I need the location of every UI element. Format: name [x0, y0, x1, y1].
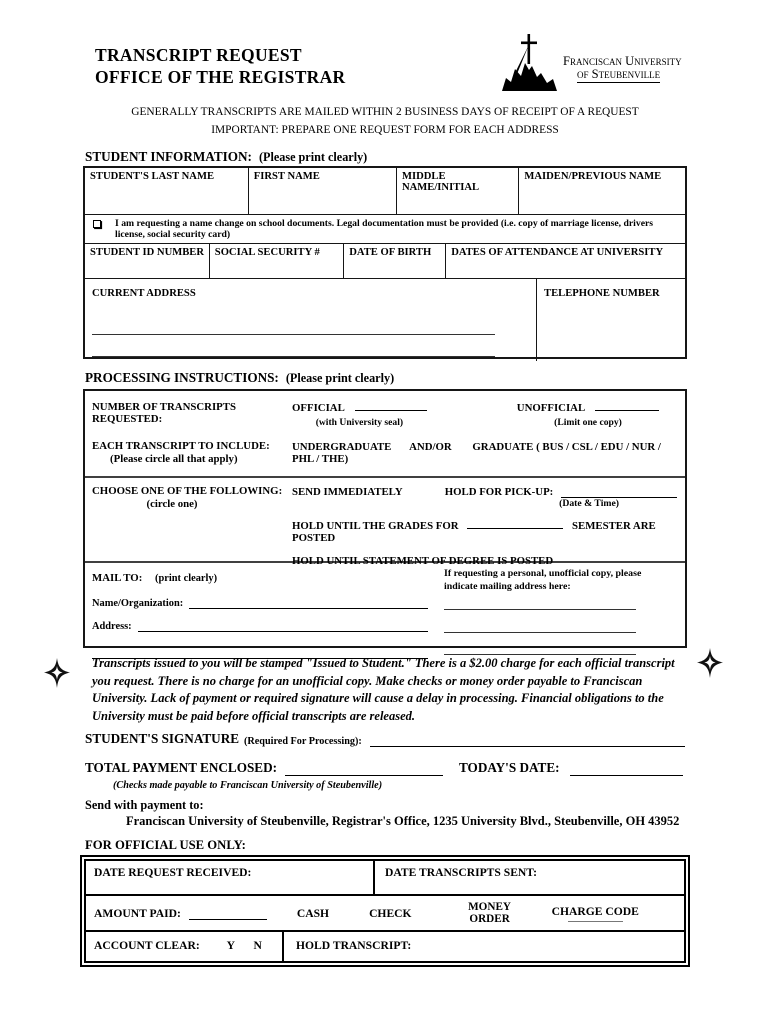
payment-row — [85, 760, 683, 776]
choose-label — [85, 485, 292, 561]
todays-date-input-line[interactable] — [570, 763, 683, 776]
amount-paid-input-line[interactable] — [189, 907, 267, 920]
number-requested-row — [85, 391, 685, 435]
name-org-line — [92, 596, 428, 609]
processing-heading-note: (Please print clearly) — [285, 371, 395, 385]
logo-name-line2: of Steubenville — [577, 67, 661, 81]
mail-to-label: MAIL TO: — [92, 572, 143, 584]
hold-pickup-line[interactable] — [561, 485, 677, 498]
hold-transcript-field[interactable]: HOLD TRANSCRIPT: — [296, 939, 412, 952]
unofficial-count-line[interactable] — [595, 398, 659, 411]
last-name-field[interactable]: STUDENT'S LAST NAME — [85, 168, 249, 214]
account-clear-cell — [86, 932, 284, 961]
processing-heading — [85, 370, 394, 386]
signature-note: (Required For Processing): — [244, 736, 362, 747]
four-point-star-icon — [44, 658, 70, 693]
student-id-field[interactable]: STUDENT ID NUMBER — [85, 244, 210, 278]
four-point-star-icon — [697, 648, 723, 683]
fee-disclaimer: Transcripts issued to you will be stamped "Issued to Student." There is a $2.00 charge for each official transcript you request. There is no charge for an unofficial copy. Make checks or money order payable to Franciscan University. Lack of payment or required signature will cause a delay in processing. Financial obligations to the University must be paid before official transcripts are released. — [92, 656, 675, 723]
telephone-cell[interactable] — [536, 279, 685, 361]
telephone-label: TELEPHONE NUMBER — [544, 287, 660, 299]
andor-label: AND/OR — [409, 441, 452, 453]
checks-payable-note: (Checks made payable to Franciscan University of Steubenville) — [113, 780, 383, 791]
transcript-include-row — [85, 435, 685, 476]
signature-label: STUDENT'S SIGNATURE — [85, 731, 240, 746]
logo-name-line1: Franciscan University — [563, 54, 682, 68]
university-logo-text — [563, 55, 682, 83]
page-title-line1: TRANSCRIPT REQUEST — [95, 45, 302, 65]
official-note: (with University seal) — [315, 417, 404, 428]
student-info-heading — [85, 149, 367, 165]
send-immediately-option[interactable]: SEND IMMEDIATELY — [292, 486, 403, 498]
mail-to-note: (print clearly) — [155, 573, 218, 584]
choose-note: (circle one) — [146, 498, 198, 510]
number-requested-label: NUMBER OF TRANSCRIPTS REQUESTED: — [92, 401, 236, 425]
signature-row — [85, 731, 685, 747]
semester-line[interactable] — [467, 516, 563, 529]
personal-address-line-1[interactable] — [444, 609, 636, 610]
account-clear-yes-option[interactable]: Y — [226, 939, 235, 952]
hold-grades-pre: HOLD UNTIL THE GRADES FOR — [292, 520, 459, 532]
first-name-field[interactable]: FIRST NAME — [249, 168, 397, 214]
official-use-table — [80, 855, 690, 967]
todays-date-label: TODAY'S DATE: — [459, 760, 560, 775]
address-line — [92, 619, 428, 632]
amount-paid-row — [86, 896, 684, 932]
name-fields-row — [85, 168, 685, 215]
mailing-notice — [85, 104, 685, 139]
hold-grades-option[interactable] — [292, 516, 677, 544]
account-clear-row — [86, 932, 684, 961]
graduate-option[interactable]: GRADUATE ( BUS / CSL / EDU / NUR / PHL / THE) — [292, 441, 661, 465]
mail-to-cell — [85, 563, 442, 665]
current-address-label: CURRENT ADDRESS — [92, 287, 196, 299]
account-clear-no-option[interactable]: N — [253, 939, 262, 952]
include-label-text: EACH TRANSCRIPT TO INCLUDE: — [92, 440, 270, 452]
mail-to-row — [85, 561, 685, 665]
choose-label-text: CHOOSE ONE OF THE FOLLOWING: — [92, 485, 283, 497]
official-use-heading: FOR OFFICIAL USE ONLY: — [85, 838, 246, 852]
university-logo — [501, 33, 701, 97]
name-change-checkbox[interactable] — [93, 220, 101, 228]
attendance-dates-field[interactable]: DATES OF ATTENDANCE AT UNIVERSITY — [451, 246, 664, 258]
address-row — [85, 279, 685, 361]
address-input-line-1[interactable] — [138, 619, 428, 632]
processing-heading-text: PROCESSING INSTRUCTIONS: — [85, 370, 279, 385]
processing-table — [83, 389, 687, 648]
ssn-field[interactable]: SOCIAL SECURITY # — [210, 244, 344, 278]
dates-row — [86, 861, 684, 896]
student-info-table — [83, 166, 687, 359]
current-address-cell — [85, 279, 536, 361]
page-title — [95, 44, 345, 88]
date-transcripts-sent-field[interactable]: DATE TRANSCRIPTS SENT: — [385, 866, 538, 879]
address-label: Address: — [92, 621, 132, 632]
charge-code-input-line[interactable] — [568, 921, 623, 922]
undergraduate-option[interactable]: UNDERGRADUATE — [292, 441, 392, 453]
name-change-row — [85, 215, 685, 244]
notice-line1: GENERALLY TRANSCRIPTS ARE MAILED WITHIN 2 BUSINESS DAYS OF RECEIPT OF A REQUEST — [131, 106, 639, 118]
amount-paid-label: AMOUNT PAID: — [94, 906, 181, 920]
include-note: (Please circle all that apply) — [110, 453, 238, 465]
personal-copy-note: If requesting a personal, unofficial copy, please indicate mailing address here: — [444, 568, 642, 592]
cash-option[interactable]: CASH — [296, 906, 330, 920]
date-time-note: (Date & Time) — [559, 498, 619, 509]
official-option — [292, 398, 427, 428]
personal-address-line-2[interactable] — [444, 632, 636, 633]
name-change-note: I am requesting a name change on school documents. Legal documentation must be provided (i.e. copy of marriage license, drivers license, social security card) — [115, 218, 654, 241]
hold-grades-post: SEMESTER ARE POSTED — [292, 520, 656, 544]
hold-pickup-option[interactable]: HOLD FOR PICK-UP: — [444, 486, 554, 498]
name-org-input-line[interactable] — [189, 596, 428, 609]
id-fields-row — [85, 244, 685, 279]
send-or-hold-line — [292, 485, 677, 498]
signature-input-line[interactable] — [370, 734, 685, 747]
notice-line2: IMPORTANT: PREPARE ONE REQUEST FORM FOR EACH ADDRESS — [211, 123, 559, 136]
dob-field[interactable]: DATE OF BIRTH — [344, 244, 446, 278]
current-address-line-2[interactable] — [92, 356, 495, 357]
payment-address: Franciscan University of Steubenville, Registrar's Office, 1235 University Blvd., Steubenville, OH 43952 — [126, 814, 680, 828]
hold-statement-option[interactable]: HOLD UNTIL STATEMENT OF DEGREE IS POSTED — [292, 555, 554, 567]
date-request-received-field[interactable]: DATE REQUEST RECEIVED: — [86, 861, 375, 894]
personal-copy-cell — [442, 563, 685, 665]
charge-code-label: CHARGE CODE — [551, 904, 639, 918]
university-crest-icon — [501, 33, 559, 100]
name-org-label: Name/Organization: — [92, 598, 184, 609]
unofficial-option — [517, 398, 659, 428]
student-info-heading-note: (Please print clearly) — [258, 150, 368, 164]
current-address-line-1[interactable] — [92, 334, 495, 335]
official-count-line[interactable] — [355, 398, 427, 411]
account-clear-label: ACCOUNT CLEAR: — [94, 939, 200, 952]
total-payment-label: TOTAL PAYMENT ENCLOSED: — [85, 760, 277, 775]
include-label — [85, 440, 292, 476]
check-option[interactable]: CHECK — [369, 906, 412, 920]
page-title-line2: OFFICE OF THE REGISTRAR — [95, 67, 346, 87]
unofficial-note: (Limit one copy) — [554, 417, 622, 428]
student-info-heading-text: STUDENT INFORMATION: — [85, 149, 252, 164]
choose-one-row — [85, 476, 685, 567]
money-order-option[interactable]: MONEY ORDER — [468, 901, 512, 925]
total-payment-input-line[interactable] — [285, 763, 443, 776]
mail-to-line — [92, 572, 428, 584]
middle-name-field[interactable]: MIDDLE NAME/INITIAL — [397, 168, 519, 214]
unofficial-label: UNOFFICIAL — [516, 402, 586, 414]
include-options — [292, 440, 685, 476]
maiden-name-field[interactable]: MAIDEN/PREVIOUS NAME — [524, 171, 662, 182]
send-with-payment-label: Send with payment to: — [85, 798, 204, 812]
official-label: OFFICIAL — [292, 402, 345, 414]
charge-code-option[interactable] — [552, 905, 639, 922]
